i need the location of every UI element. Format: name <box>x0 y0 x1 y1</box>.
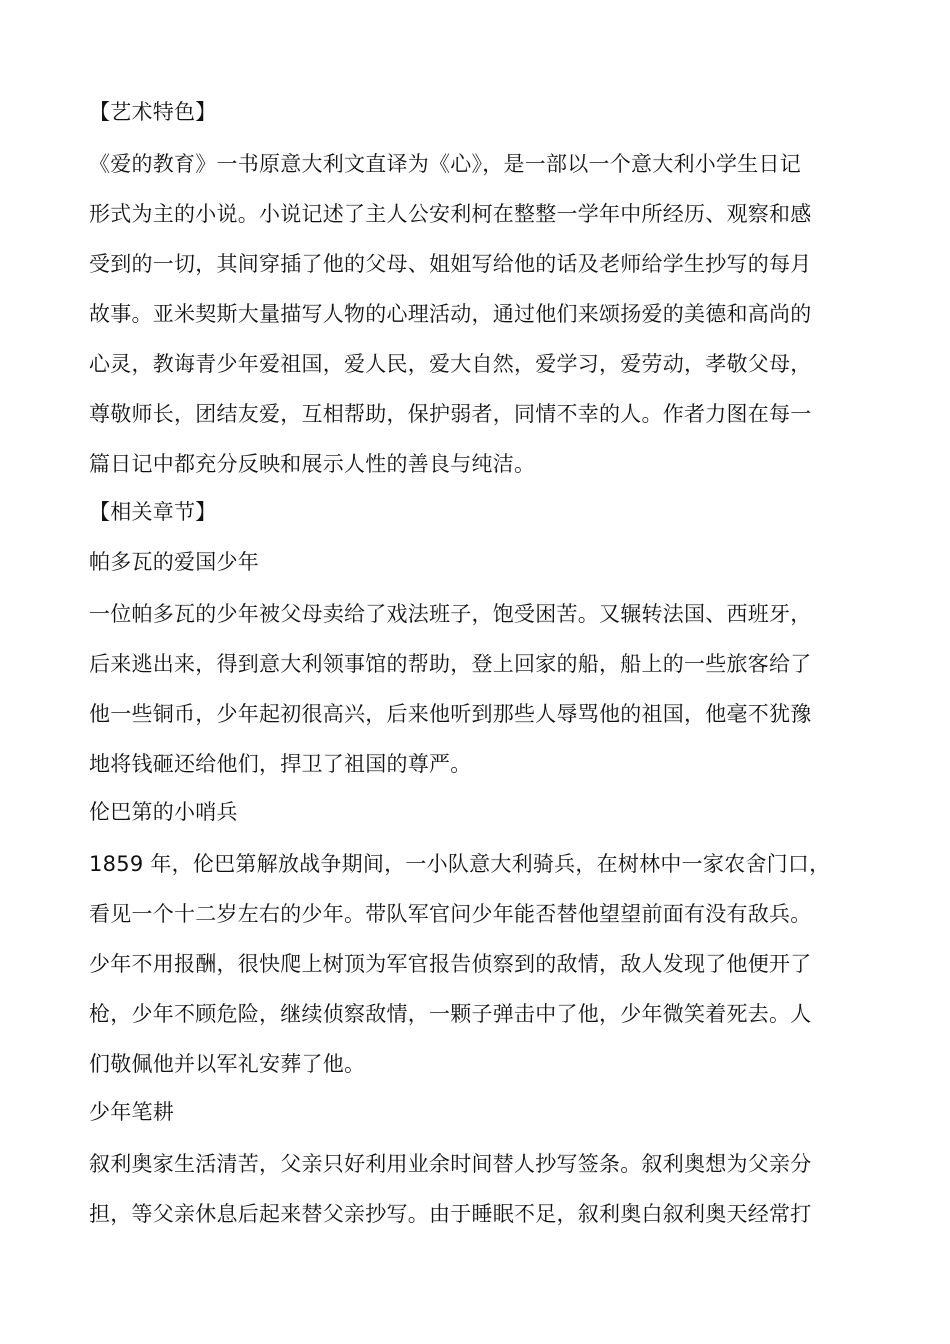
chapter-paragraph-line: 担，等父亲休息后起来替父亲抄写。由于睡眠不足，叙利奥白叙利奥天经常打 <box>89 1202 812 1226</box>
art-paragraph-line: 尊敬师长，团结友爱，互相帮助，保护弱者，同情不幸的人。作者力图在每一 <box>89 402 812 426</box>
chapter-paragraph-line: 他一些铜币，少年起初很高兴，后来他听到那些人辱骂他的祖国，他毫不犹豫 <box>89 702 812 726</box>
art-paragraph-line: 故事。亚米契斯大量描写人物的心理活动，通过他们来颂扬爱的美德和高尚的 <box>89 302 812 326</box>
art-paragraph-line: 受到的一切，其间穿插了他的父母、姐姐写给他的话及老师给学生抄写的每月 <box>89 252 812 276</box>
chapter-title: 帕多瓦的爱国少年 <box>89 550 259 574</box>
chapter-paragraph-line: 看见一个十二岁左右的少年。带队军官问少年能否替他望望前面有没有敌兵。 <box>89 902 812 926</box>
chapter-paragraph-line: 1859 年，伦巴第解放战争期间，一小队意大利骑兵，在树林中一家农舍门口， <box>89 852 831 876</box>
chapter-paragraph-line: 枪，少年不顾危险，继续侦察敌情，一颗子弹击中了他，少年微笑着死去。人 <box>89 1002 812 1026</box>
art-paragraph-line: 《爱的教育》一书原意大利文直译为《心》，是一部以一个意大利小学生日记 <box>89 152 801 176</box>
chapter-paragraph-line: 地将钱砸还给他们，捍卫了祖国的尊严。 <box>89 752 472 776</box>
related-chapters-heading: 【相关章节】 <box>89 500 217 524</box>
art-features-heading: 【艺术特色】 <box>89 100 217 124</box>
art-paragraph-line: 篇日记中都充分反映和展示人性的善良与纯洁。 <box>89 452 536 476</box>
chapter-title: 少年笔耕 <box>89 1100 174 1124</box>
chapter-paragraph-line: 少年不用报酬，很快爬上树顶为军官报告侦察到的敌情，敌人发现了他便开了 <box>89 952 812 976</box>
art-paragraph-line: 心灵，教诲青少年爱祖国，爱人民，爱大自然，爱学习，爱劳动，孝敬父母， <box>89 352 812 376</box>
art-paragraph-line: 形式为主的小说。小说记述了主人公安利柯在整整一学年中所经历、观察和感 <box>89 202 812 226</box>
chapter-paragraph-line: 们敬佩他并以军礼安葬了他。 <box>89 1052 366 1076</box>
chapter-paragraph-line: 一位帕多瓦的少年被父母卖给了戏法班子，饱受困苦。又辗转法国、西班牙， <box>89 602 812 626</box>
chapter-paragraph-line: 后来逃出来，得到意大利领事馆的帮助，登上回家的船，船上的一些旅客给了 <box>89 652 812 676</box>
chapter-paragraph-line: 叙利奥家生活清苦，父亲只好利用业余时间替人抄写签条。叙利奥想为父亲分 <box>89 1152 812 1176</box>
chapter-title: 伦巴第的小哨兵 <box>89 800 238 824</box>
